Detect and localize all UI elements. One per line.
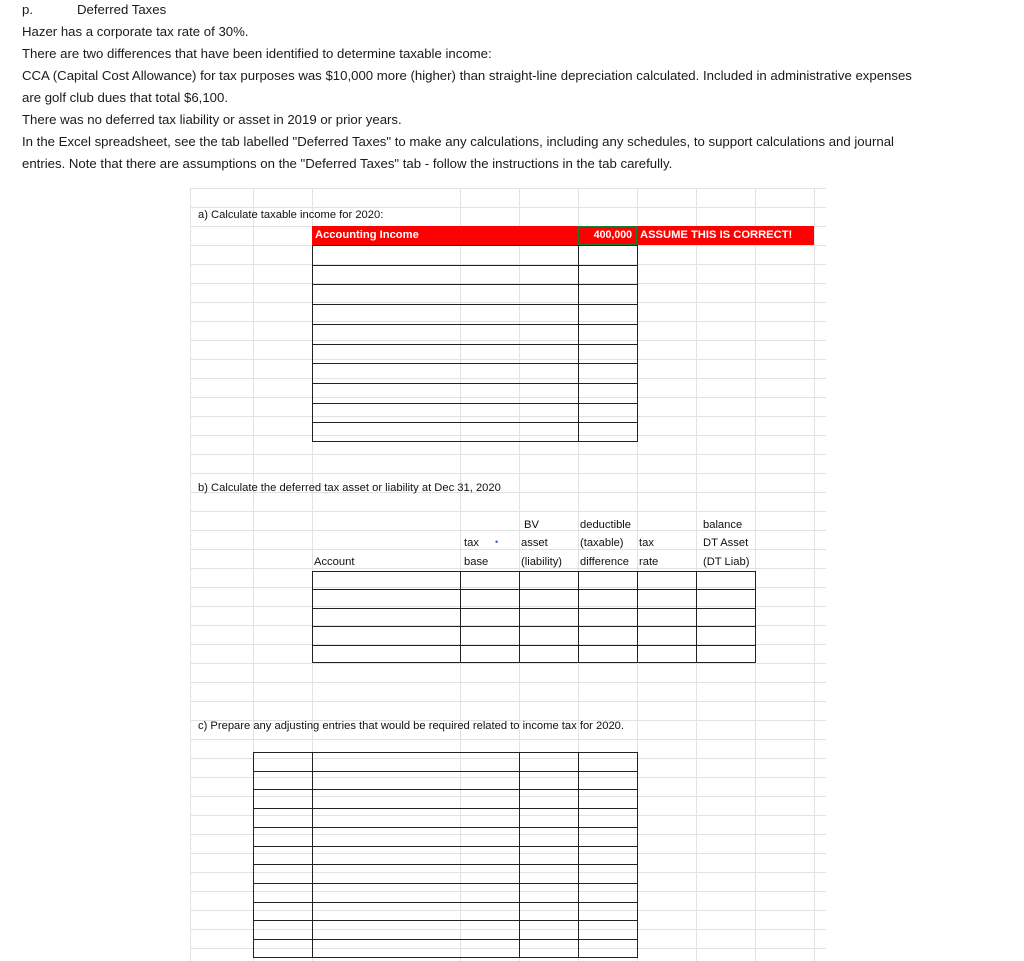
col-bv-line1: BV bbox=[524, 519, 539, 531]
journal-entry-table bbox=[253, 752, 638, 958]
taxable-income-row-line bbox=[312, 403, 638, 404]
sheet-gridline-row bbox=[190, 682, 826, 683]
col-tax-line1: tax bbox=[464, 537, 479, 549]
journal-entry-col-line bbox=[519, 752, 520, 958]
sheet-gridline-row bbox=[190, 568, 826, 569]
taxable-income-row-line bbox=[312, 363, 638, 364]
taxable-income-row-line bbox=[312, 383, 638, 384]
journal-entry-row-line bbox=[253, 846, 638, 847]
sheet-gridline-row bbox=[190, 207, 826, 208]
bullet-marker: • bbox=[495, 537, 499, 547]
sheet-gridline-row bbox=[190, 511, 826, 512]
deferred-tax-row-line bbox=[312, 589, 756, 590]
sheet-gridline-row bbox=[190, 473, 826, 474]
sheet-gridline-row bbox=[190, 188, 826, 189]
journal-entry-row-line bbox=[253, 827, 638, 828]
col-rate-line2: rate bbox=[639, 556, 659, 568]
sheet-gridline-row bbox=[190, 549, 826, 550]
col-bal-line2: DT Asset bbox=[703, 537, 749, 549]
taxable-income-row-line bbox=[312, 304, 638, 305]
spreadsheet-area bbox=[190, 188, 826, 961]
journal-entry-row-line bbox=[253, 883, 638, 884]
intro-line-differences: There are two differences that have been identified to determine taxable income: bbox=[22, 46, 492, 61]
deferred-tax-col-line bbox=[460, 571, 461, 663]
intro-line-golf-dues: are golf club dues that total $6,100. bbox=[22, 90, 229, 105]
sheet-gridline-row bbox=[190, 454, 826, 455]
journal-entry-row-line bbox=[253, 771, 638, 772]
col-diff-line2: (taxable) bbox=[580, 537, 624, 549]
col-bal-line3: (DT Liab) bbox=[703, 556, 750, 568]
col-rate-line1: tax bbox=[639, 537, 654, 549]
assume-correct-note: ASSUME THIS IS CORRECT! bbox=[637, 226, 814, 245]
journal-entry-col-line bbox=[312, 752, 313, 958]
journal-entry-row-line bbox=[253, 864, 638, 865]
taxable-income-row-line bbox=[312, 422, 638, 423]
sheet-gridline-row bbox=[190, 701, 826, 702]
col-diff-line3: difference bbox=[580, 556, 629, 568]
journal-entry-row-line bbox=[253, 920, 638, 921]
part-b-heading: b) Calculate the deferred tax asset or liability at Dec 31, 2020 bbox=[198, 482, 501, 494]
intro-line-cca: CCA (Capital Cost Allowance) for tax purposes was $10,000 more (higher) than straight-line depreciation calculated. Included in administrative expenses bbox=[22, 68, 912, 83]
intro-line-assumptions: entries. Note that there are assumptions on the "Deferred Taxes" tab - follow the instructions in the tab carefully. bbox=[22, 156, 673, 171]
deferred-tax-col-line bbox=[637, 571, 638, 663]
journal-entry-row-line bbox=[253, 808, 638, 809]
journal-entry-row-line bbox=[253, 789, 638, 790]
taxable-income-row-line bbox=[312, 344, 638, 345]
deferred-tax-col-line bbox=[696, 571, 697, 663]
col-bv-line3: (liability) bbox=[521, 556, 563, 568]
accounting-income-label: Accounting Income bbox=[312, 226, 579, 245]
deferred-tax-row-line bbox=[312, 608, 756, 609]
col-tax-line2: base bbox=[464, 556, 489, 568]
part-a-heading: a) Calculate taxable income for 2020: bbox=[198, 209, 384, 221]
deferred-tax-row-line bbox=[312, 626, 756, 627]
intro-line-excel: In the Excel spreadsheet, see the tab labelled "Deferred Taxes" to make any calculations, including any schedules, to support calculations and journal bbox=[22, 134, 894, 149]
sheet-gridline-row bbox=[190, 663, 826, 664]
col-bv-line2: asset bbox=[521, 537, 548, 549]
intro-line-tax-rate: Hazer has a corporate tax rate of 30%. bbox=[22, 24, 249, 39]
deferred-tax-col-line bbox=[519, 571, 520, 663]
deferred-tax-table bbox=[312, 571, 756, 663]
col-account: Account bbox=[314, 556, 355, 568]
accounting-income-value[interactable]: 400,000 bbox=[578, 226, 637, 245]
col-diff-line1: deductible bbox=[580, 519, 632, 531]
intro-line-no-prior: There was no deferred tax liability or asset in 2019 or prior years. bbox=[22, 112, 402, 127]
journal-entry-col-line bbox=[578, 752, 579, 958]
problem-title: Deferred Taxes bbox=[77, 2, 167, 17]
sheet-gridline-col bbox=[814, 188, 815, 961]
problem-label: p. bbox=[22, 2, 33, 17]
taxable-income-row-line bbox=[312, 284, 638, 285]
taxable-income-row-line bbox=[312, 265, 638, 266]
journal-entry-row-line bbox=[253, 939, 638, 940]
journal-entry-row-line bbox=[253, 902, 638, 903]
deferred-tax-col-line bbox=[578, 571, 579, 663]
taxable-income-row-line bbox=[312, 324, 638, 325]
part-c-heading: c) Prepare any adjusting entries that would be required related to income tax for 2020. bbox=[198, 720, 624, 732]
sheet-gridline-col bbox=[190, 188, 191, 961]
deferred-tax-row-line bbox=[312, 645, 756, 646]
sheet-gridline-row bbox=[190, 739, 826, 740]
col-bal-line1: balance bbox=[703, 519, 743, 531]
